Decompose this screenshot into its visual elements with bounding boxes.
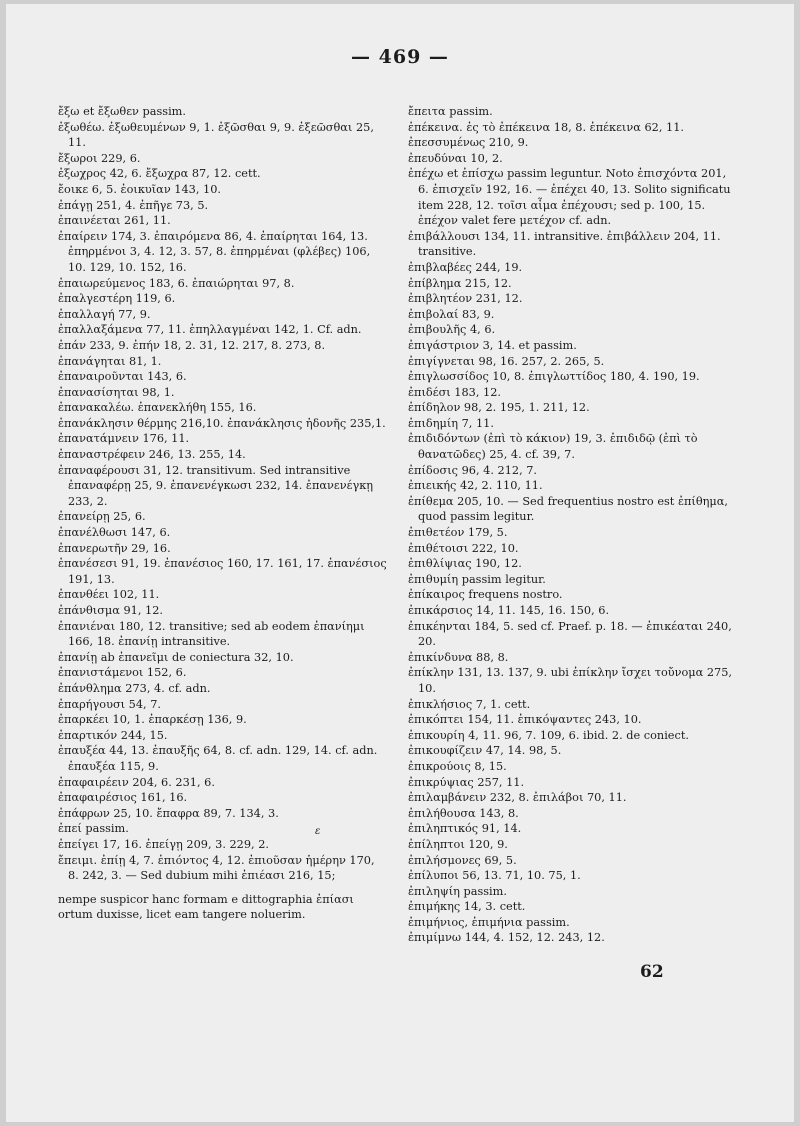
index-entry: ἐπαναφέρουσι 31, 12. transitivum. Sed intransitive ἐπαναφέρῃ 25, 9. ἐπανενέγκωσι 232, 14. ἐπανενέγκῃ 233, 2. bbox=[58, 463, 374, 508]
index-entry: ἐπίβλημα 215, 12. bbox=[408, 276, 512, 290]
book-page bbox=[6, 4, 794, 1122]
index-entry: ἐπεί passim. bbox=[58, 822, 129, 836]
index-entry: ἐπιγλωσσίδος 10, 8. ἐπιγλωττίδος 180, 4. 190, 19. bbox=[408, 370, 700, 384]
right-column bbox=[408, 104, 738, 946]
index-entry: ἐπιγίγνεται 98, 16. 257, 2. 265, 5. bbox=[408, 354, 605, 368]
index-entry: ἐπικουφίζειν 47, 14. 98, 5. bbox=[408, 744, 562, 758]
index-entry: ἐπανέσεσι 91, 19. ἐπανέσιος 160, 17. 161, 17. ἐπανέσιος 191, 13. bbox=[58, 557, 387, 586]
index-entry: ἐπικάρσιος 14, 11. 145, 16. 150, 6. bbox=[408, 604, 610, 617]
index-entry: ἐπανάκλησιν θέρμης 216,10. ἐπανάκλησις ἡδονῆς 235,1. bbox=[58, 416, 386, 430]
index-entry: ἐπαλλαξάμενα 77, 11. ἐπηλλαγμέναι 142, 1. Cf. adn. bbox=[58, 323, 362, 337]
index-entry: ἐπάνθλημα 273, 4. cf. adn. bbox=[58, 681, 211, 695]
index-entry: ἐπανασίσηται 98, 1. bbox=[58, 385, 175, 399]
index-entry: ἐπάνθισμα 91, 12. bbox=[58, 604, 164, 617]
index-entry: ἐπαλγεστέρη 119, 6. bbox=[58, 292, 176, 306]
index-entry: ἐπικρύψιας 257, 11. bbox=[408, 775, 525, 789]
index-entry: ἐπαιωρεύμενος 183, 6. ἐπαιώρηται 97, 8. bbox=[58, 276, 295, 290]
page-number: — 469 — bbox=[351, 46, 449, 68]
index-entry: ἐπιβάλλουσι 134, 11. intransitive. ἐπιβάλλειν 204, 11. transitive. bbox=[408, 229, 721, 259]
index-entry: ἐπίθεμα 205, 10. — Sed frequentius nostro est ἐπίθημα, quod passim legitur. bbox=[408, 494, 728, 524]
index-entry: ἐπικλήσιος 7, 1. cett. bbox=[408, 697, 531, 711]
left-column bbox=[58, 104, 388, 923]
index-entry: ἐπίδηλον 98, 2. 195, 1. 211, 12. bbox=[408, 401, 590, 415]
index-entry: ἐπανατάμνειν 176, 11. bbox=[58, 432, 190, 446]
index-entry: ἐπέκεινα. ἐς τὸ ἐπέκεινα 18, 8. ἐπέκεινα 62, 11. bbox=[408, 120, 684, 134]
index-entry: ἐπικέηνται 184, 5. sed cf. Praef. p. 18. — ἐπικέαται 240, 20. bbox=[408, 619, 732, 649]
index-entry: ἔξωροι 229, 6. bbox=[58, 151, 141, 165]
index-entry: ἐπίκλην 131, 13. 137, 9. ubi ἐπίκλην ἴσχει τοὔνομα 275, 10. bbox=[408, 666, 733, 695]
index-entry: ἐπιδέσι 183, 12. bbox=[408, 385, 502, 399]
index-entry: ἐξωθέω. ἐξωθευμένων 9, 1. ἐξῶσθαι 9, 9. ἐξεῶσθαι 25, 11. bbox=[58, 120, 374, 150]
index-entry: ἔοικε 6, 5. ἐοικυῖαν 143, 10. bbox=[58, 182, 221, 196]
index-entry: ἐπικόπτει 154, 11. ἐπικόψαντες 243, 10. bbox=[408, 713, 642, 727]
index-entry: ἐπανίῃ ab ἐπανεῖμι de coniectura 32, 10. bbox=[58, 650, 294, 664]
index-entry: ἐπανερωτῆν 29, 16. bbox=[58, 541, 171, 555]
index-entry: ἐπιδημίη 7, 11. bbox=[408, 416, 494, 430]
index-entry: ἐπιλήθουσα 143, 8. bbox=[408, 806, 519, 820]
index-entry: ἐπάν 233, 9. ἐπήν 18, 2. 31, 12. 217, 8. 273, 8. bbox=[58, 338, 326, 352]
index-entry: ἐπαλλαγή 77, 9. bbox=[58, 307, 151, 321]
index-entry: ἐπιθυμίη passim legitur. bbox=[408, 572, 546, 586]
index-entry: ἐπαρτικόν 244, 15. bbox=[58, 728, 168, 742]
index-entry: ἐπιβλαβέες 244, 19. bbox=[408, 260, 523, 274]
index-entry: ἐπιβολαί 83, 9. bbox=[408, 307, 495, 321]
index-entry: ἐπιληψίη passim. bbox=[408, 884, 507, 898]
index-entry: ἐπιγάστριον 3, 14. et passim. bbox=[408, 338, 577, 352]
index-entry: ἐπιμήκης 14, 3. cett. bbox=[408, 900, 526, 914]
index-entry: ἐπανάγηται 81, 1. bbox=[58, 354, 162, 368]
marginal-note: ε bbox=[315, 826, 321, 837]
index-entry: ἐπαναστρέφειν 246, 13. 255, 14. bbox=[58, 448, 246, 462]
index-entry: ἐπαφαιρέσιος 161, 16. bbox=[58, 791, 188, 805]
index-entry: ἐπείγει 17, 16. ἐπείγῃ 209, 3. 229, 2. bbox=[58, 837, 270, 851]
index-entry: ἐπιβλητέον 231, 12. bbox=[408, 292, 523, 306]
index-entry: ἐπιδιδόντων (ἐπὶ τὸ κάκιον) 19, 3. ἐπιδιδῷ (ἐπὶ τὸ θανατῶδες) 25, 4. cf. 39, 7. bbox=[408, 432, 698, 462]
index-entry: ἐξωχρος 42, 6. ἔξωχρα 87, 12. cett. bbox=[58, 167, 261, 181]
index-entry: ἐπευδύναι 10, 2. bbox=[408, 151, 503, 165]
index-entry: ἐπάγῃ 251, 4. ἐπῆγε 73, 5. bbox=[58, 198, 209, 212]
index-entry: ἐπιμήνιος, ἐπιμήνια passim. bbox=[408, 915, 570, 929]
index-entry: ἐπεσσυμένως 210, 9. bbox=[408, 136, 529, 150]
index-entry: ἐπανέλθωσι 147, 6. bbox=[58, 526, 171, 540]
index-entry: ἐπικρούοις 8, 15. bbox=[408, 759, 507, 773]
index-entry: ἐπιθετέον 179, 5. bbox=[408, 526, 508, 540]
index-entry: ἐπιληπτικός 91, 14. bbox=[408, 822, 522, 836]
index-entry: ἐπιλήσμονες 69, 5. bbox=[408, 853, 517, 867]
index-entry: ἐπιθλίψιας 190, 12. bbox=[408, 557, 522, 571]
index-entry: ἐπαφαιρέειν 204, 6. 231, 6. bbox=[58, 775, 215, 789]
index-entry: nempe suspicor hanc formam e dittographia ἐπίασι ortum duxisse, licet eam tangere noluerim. bbox=[58, 892, 354, 922]
printer-signature: 62 bbox=[640, 962, 664, 982]
index-entry: ἐπέχω et ἐπίσχω passim leguntur. Noto ἐπισχόντα 201, 6. ἐπισχεῖν 192, 16. — ἐπέχει 40, 13. Solito significatu item 228, 12. τοῖσι αἷμα ἐπέχουσι; sed p. 100, 15. ἐπέχον valet fere μετέχον cf. adn. bbox=[408, 167, 731, 228]
index-entry: ἔξω et ἔξωθεν passim. bbox=[58, 105, 186, 118]
index-entry: ἔπειμι. ἐπίῃ 4, 7. ἐπιόντος 4, 12. ἐπιοῦσαν ἡμέρην 170, 8. 242, 3. — Sed dubium mihi ἐπιέασι 216, 15; bbox=[58, 853, 375, 883]
index-entry: ἐπικουρίη 4, 11. 96, 7. 109, 6. ibid. 2. de coniect. bbox=[408, 728, 689, 742]
index-entry: ἐπαίρειν 174, 3. ἐπαιρόμενα 86, 4. ἐπαίρηται 164, 13. ἐπηρμένοι 3, 4. 12, 3. 57, 8. ἐπηρμέναι (φλέβες) 106, 10. 129, 10. 152, 16. bbox=[58, 229, 371, 274]
index-entry: ἐπίλυποι 56, 13. 71, 10. 75, 1. bbox=[408, 869, 581, 883]
index-entry: ἐπαυξέα 44, 13. ἐπαυξῆς 64, 8. cf. adn. 129, 14. cf. adn. ἐπαυξέα 115, 9. bbox=[58, 744, 378, 773]
index-entry: ἐπαναιροῦνται 143, 6. bbox=[58, 370, 187, 384]
index-entry: ἐπικίνδυνα 88, 8. bbox=[408, 650, 509, 664]
index-entry: ἐπίληπτοι 120, 9. bbox=[408, 837, 508, 851]
index-entry: ἐπιβουλῆς 4, 6. bbox=[408, 323, 496, 337]
index-entry: ἔπειτα passim. bbox=[408, 105, 493, 118]
index-entry: ἐπίκαιρος frequens nostro. bbox=[408, 588, 563, 602]
index-entry: ἐπαινέεται 261, 11. bbox=[58, 214, 171, 228]
index-entry: ἐπιλαμβάνειν 232, 8. ἐπιλάβοι 70, 11. bbox=[408, 791, 627, 805]
index-entry: ἐπανιστάμενοι 152, 6. bbox=[58, 666, 187, 680]
index-entry: ἐπιμίμνω 144, 4. 152, 12. 243, 12. bbox=[408, 931, 605, 945]
index-entry: ἐπάφρων 25, 10. ἔπαφρα 89, 7. 134, 3. bbox=[58, 806, 279, 820]
index-entry: ἐπανακαλέω. ἐπανεκλήθη 155, 16. bbox=[58, 401, 257, 415]
index-entry: ἐπιθέτοισι 222, 10. bbox=[408, 541, 519, 555]
index-entry: ἐπιεικής 42, 2. 110, 11. bbox=[408, 479, 543, 493]
index-entry: ἐπαρήγουσι 54, 7. bbox=[58, 697, 162, 711]
index-entry: ἐπανιέναι 180, 12. transitive; sed ab eodem ἐπανίημι 166, 18. ἐπανίῃ intransitive. bbox=[58, 619, 365, 649]
index-entry: ἐπαρκέει 10, 1. ἐπαρκέσῃ 136, 9. bbox=[58, 713, 247, 727]
index-entry: ἐπίδοσις 96, 4. 212, 7. bbox=[408, 463, 538, 477]
index-entry: ἐπανθέει 102, 11. bbox=[58, 588, 160, 602]
index-entry: ἐπανείρῃ 25, 6. bbox=[58, 510, 146, 524]
